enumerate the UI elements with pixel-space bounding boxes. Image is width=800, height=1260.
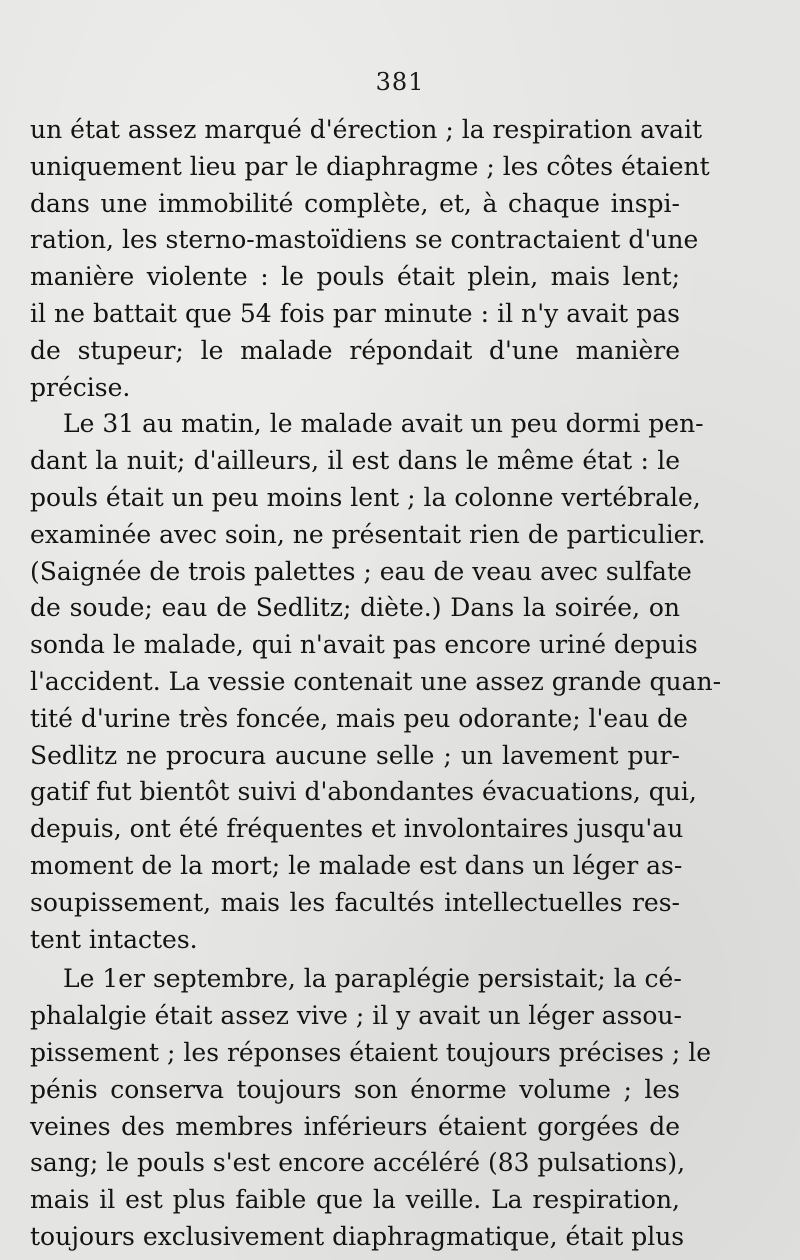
text-line: pissement ; les réponses étaient toujours précises ; le	[30, 1037, 712, 1067]
text-line: de soude; eau de Sedlitz; diète.) Dans la soirée, on	[30, 593, 680, 623]
text-line: moment de la mort; le malade est dans un léger as-	[30, 850, 683, 880]
text-line: mais il est plus faible que la veille. La respiration,	[30, 1185, 680, 1215]
text-line: dant la nuit; d'ailleurs, il est dans le même état : le	[30, 446, 680, 476]
text-line: uniquement lieu par le diaphragme ; les côtes étaient	[30, 151, 710, 181]
text-line: gatif fut bientôt suivi d'abondantes évacuations, qui,	[30, 777, 697, 807]
text-line: ration, les sterno-mastoïdiens se contractaient d'une	[30, 225, 699, 255]
text-line: phalalgie était assez vive ; il y avait un léger assou-	[30, 1001, 682, 1031]
text-line: de stupeur; le malade répondait d'une manière	[30, 335, 680, 365]
text-line: un état assez marqué d'érection ; la respiration avait	[30, 115, 703, 144]
paragraph-start-line: Le 31 au matin, le malade avait un peu dormi pen-	[63, 409, 704, 439]
text-line: tité d'urine très foncée, mais peu odorante; l'eau de	[30, 703, 688, 733]
text-line: précise.	[30, 372, 131, 402]
text-line: depuis, ont été fréquentes et involontaires jusqu'au	[30, 814, 684, 844]
text-line: Sedlitz ne procura aucune selle ; un lavement pur-	[30, 740, 680, 770]
text-line: veines des membres inférieurs étaient gorgées de	[30, 1111, 680, 1141]
text-line: pouls était un peu moins lent ; la colonne vertébrale,	[30, 482, 701, 512]
text-line: manière violente : le pouls était plein, mais lent;	[30, 262, 680, 292]
text-line: il ne battait que 54 fois par minute : il n'y avait pas	[30, 298, 680, 328]
text-line: toujours exclusivement diaphragmatique, était plus	[30, 1221, 685, 1251]
page-number: 381	[375, 68, 425, 96]
body-text	[30, 112, 722, 1256]
text-line: tent intactes.	[30, 924, 198, 954]
text-line: sang; le pouls s'est encore accéléré (83 pulsations),	[30, 1148, 686, 1178]
text-line: sonda le malade, qui n'avait pas encore uriné depuis	[30, 630, 698, 660]
text-line: l'accident. La vessie contenait une assez grande quan-	[30, 666, 722, 696]
text-line: dans une immobilité complète, et, à chaque inspi-	[30, 188, 680, 218]
text-line: soupissement, mais les facultés intellectuelles res-	[30, 887, 680, 917]
paragraph-start-line: Le 1er septembre, la paraplégie persistait; la cé-	[63, 964, 682, 994]
text-line: (Saignée de trois palettes ; eau de veau avec sulfate	[30, 556, 692, 586]
text-line: examinée avec soin, ne présentait rien de particulier.	[30, 519, 706, 549]
text-line: pénis conserva toujours son énorme volume ; les	[30, 1074, 680, 1104]
